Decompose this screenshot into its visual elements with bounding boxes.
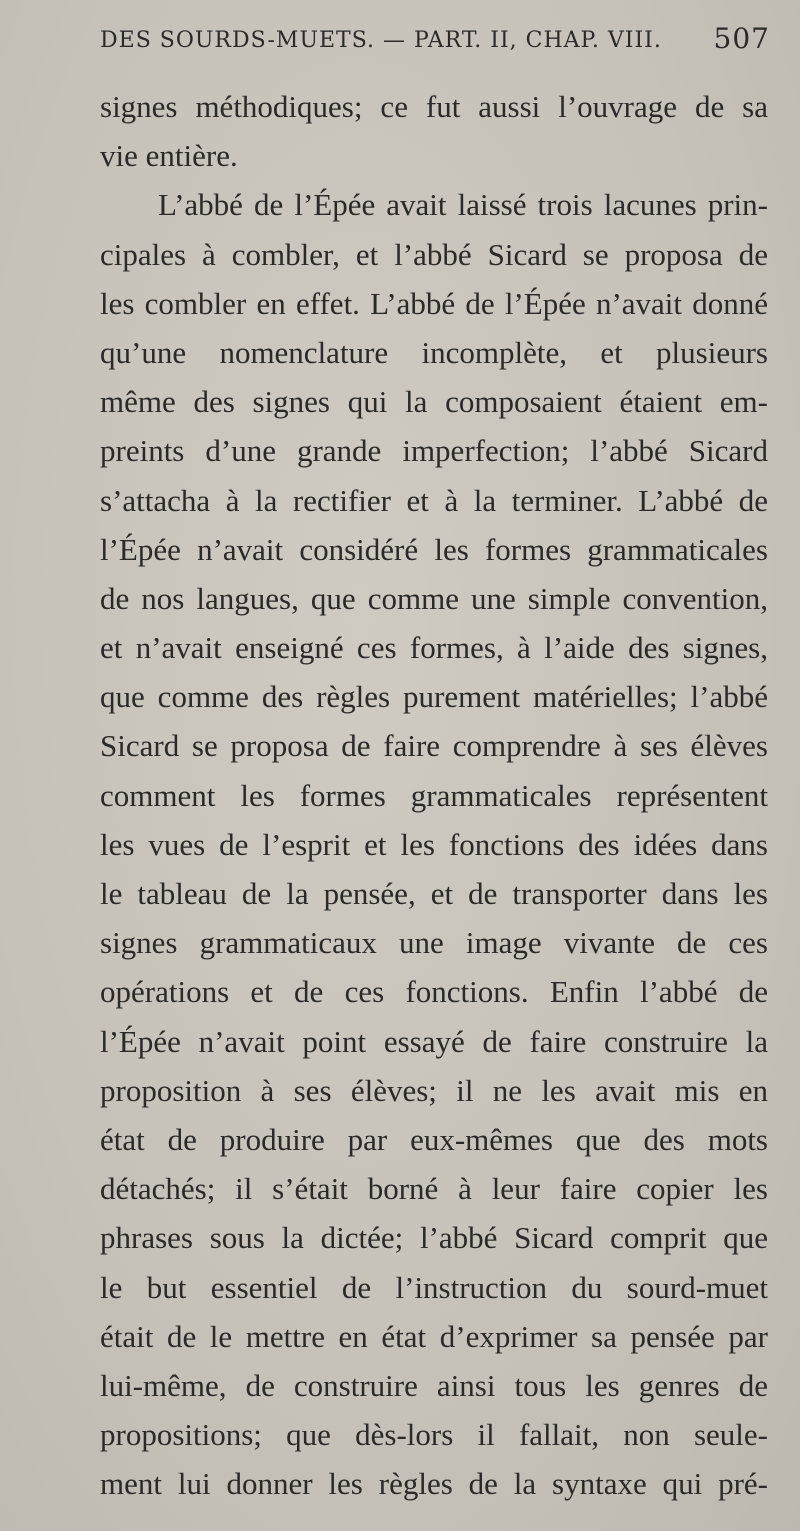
text-line: propositions; que dès-lors il fallait, non seule-	[100, 1417, 768, 1453]
text-line: cipales à combler, et l’abbé Sicard se proposa de	[100, 236, 768, 272]
text-line: opérations et de ces fonctions. Enfin l’abbé de	[100, 974, 768, 1010]
text-line: preints d’une grande imperfection; l’abbé Sicard	[100, 433, 768, 469]
text-line: même des signes qui la composaient étaient em-	[100, 384, 768, 420]
text-line: qu’une nomenclature incomplète, et plusieurs	[100, 334, 768, 370]
running-title: DES SOURDS-MUETS. — PART. II, CHAP. VIII.	[100, 28, 662, 53]
text-line: ment lui donner les règles de la syntaxe qui pré-	[100, 1466, 768, 1502]
text-line: était de le mettre en état d’exprimer sa pensée par	[100, 1318, 768, 1354]
text-line: détachés; il s’était borné à leur faire copier les	[100, 1171, 768, 1207]
text-line: les vues de l’esprit et les fonctions des idées dans	[100, 826, 768, 862]
text-line: le tableau de la pensée, et de transporter dans les	[100, 876, 768, 911]
text-line: le but essentiel de l’instruction du sourd-muet	[100, 1269, 768, 1305]
text-line: vie entière.	[100, 138, 238, 174]
text-line: phrases sous la dictée; l’abbé Sicard comprit que	[100, 1220, 768, 1256]
text-line: l’Épée n’avait point essayé de faire construire la	[100, 1023, 768, 1059]
text-line: de nos langues, que comme une simple convention,	[100, 580, 768, 616]
text-line: Sicard se proposa de faire comprendre à ses élèves	[100, 728, 768, 764]
body-text	[100, 82, 768, 1508]
text-line: état de produire par eux-mêmes que des mots	[100, 1121, 768, 1157]
text-line: l’Épée n’avait considéré les formes grammaticales	[100, 531, 768, 567]
text-line: signes grammaticaux une image vivante de ces	[100, 925, 768, 961]
text-line: lui-même, de construire ainsi tous les genres de	[100, 1367, 768, 1403]
text-line: et n’avait enseigné ces formes, à l’aide des signes,	[100, 630, 768, 666]
text-line: L’abbé de l’Épée avait laissé trois lacunes prin-	[158, 187, 768, 223]
text-line: proposition à ses élèves; il ne les avait mis en	[100, 1072, 768, 1108]
text-line: s’attacha à la rectifier et à la terminer. L’abbé de	[100, 482, 768, 518]
page-number: 507	[713, 22, 770, 55]
text-line: comment les formes grammaticales représentent	[100, 777, 768, 813]
text-line: les combler en effet. L’abbé de l’Épée n’avait donné	[100, 285, 768, 321]
page-header	[100, 22, 770, 62]
text-line: que comme des règles purement matérielles; l’abbé	[100, 679, 768, 715]
text-line: signes méthodiques; ce fut aussi l’ouvrage de sa	[100, 89, 768, 124]
